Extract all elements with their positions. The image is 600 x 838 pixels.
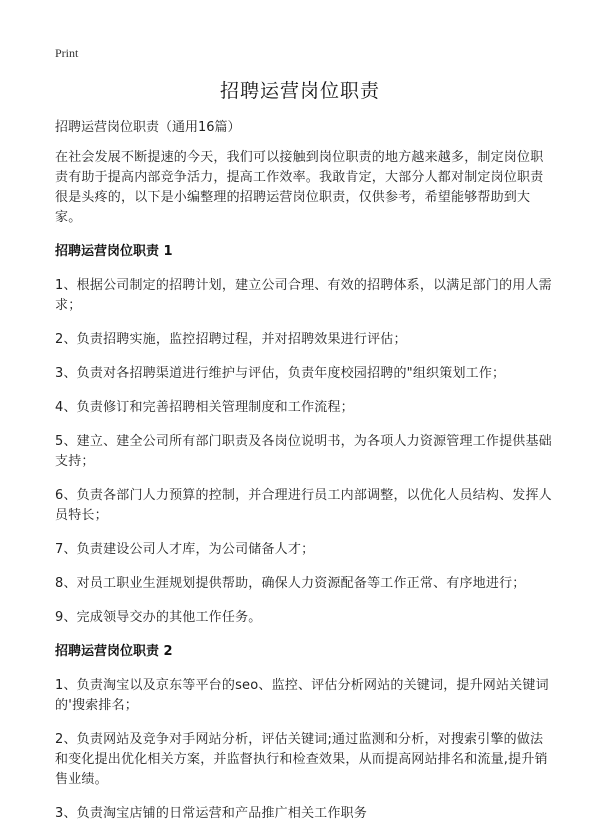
list-item: 1、负责淘宝以及京东等平台的seo、监控、评估分析网站的关键词，提升网站关键词的'搜索排名； [55, 678, 549, 713]
section-2 [55, 642, 555, 824]
list-item: 2、负责招聘实施，监控招聘过程，并对招聘效果进行评估； [55, 332, 407, 347]
section-heading: 招聘运营岗位职责 2 [55, 644, 173, 659]
page-title: 招聘运营岗位职责 [219, 80, 380, 102]
section-1 [55, 242, 555, 628]
list-item: 9、完成领导交办的其他工作任务。 [55, 610, 262, 625]
list-item: 3、负责对各招聘渠道进行维护与评估，负责年度校园招聘的"组织策划工作； [55, 366, 506, 381]
print-label: Print [55, 46, 79, 60]
list-item: 7、负责建设公司人才库，为公司储备人才； [55, 542, 315, 557]
list-item: 1、根据公司制定的招聘计划，建立公司合理、有效的招聘体系，以满足部门的用人需求； [55, 278, 552, 313]
list-item: 5、建立、建全公司所有部门职责及各岗位说明书，为各项人力资源管理工作提供基础支持； [55, 434, 552, 469]
intro-paragraph: 在社会发展不断提速的今天，我们可以接触到岗位职责的地方越来越多，制定岗位职责有助于提高内部竞争活力，提高工作效率。我敢肯定，大部分人都对制定岗位职责很是头疼的，以下是小编整理的招聘运营岗位职责，仅供参考，希望能够帮助到大家。 [55, 150, 544, 225]
section-heading: 招聘运营岗位职责 1 [55, 244, 173, 259]
list-item: 2、负责网站及竞争对手网站分析，评估关键词;通过监测和分析，对搜索引擎的做法和变化提出优化相关方案，并监督执行和检查效果，从而提高网站排名和流量,提升销售业绩。 [55, 732, 548, 787]
list-item: 8、对员工职业生涯规划提供帮助，确保人力资源配备等工作正常、有序地进行； [55, 576, 526, 591]
list-item: 6、负责各部门人力预算的控制，并合理进行员工内部调整，以优化人员结构、发挥人员特长； [55, 488, 552, 523]
document-subtitle: 招聘运营岗位职责（通用16篇） [55, 120, 241, 135]
list-item: 3、负责淘宝店铺的日常运营和产品推广相关工作职务 [55, 806, 368, 821]
document-content [55, 118, 555, 838]
list-item: 4、负责修订和完善招聘相关管理制度和工作流程； [55, 400, 354, 415]
